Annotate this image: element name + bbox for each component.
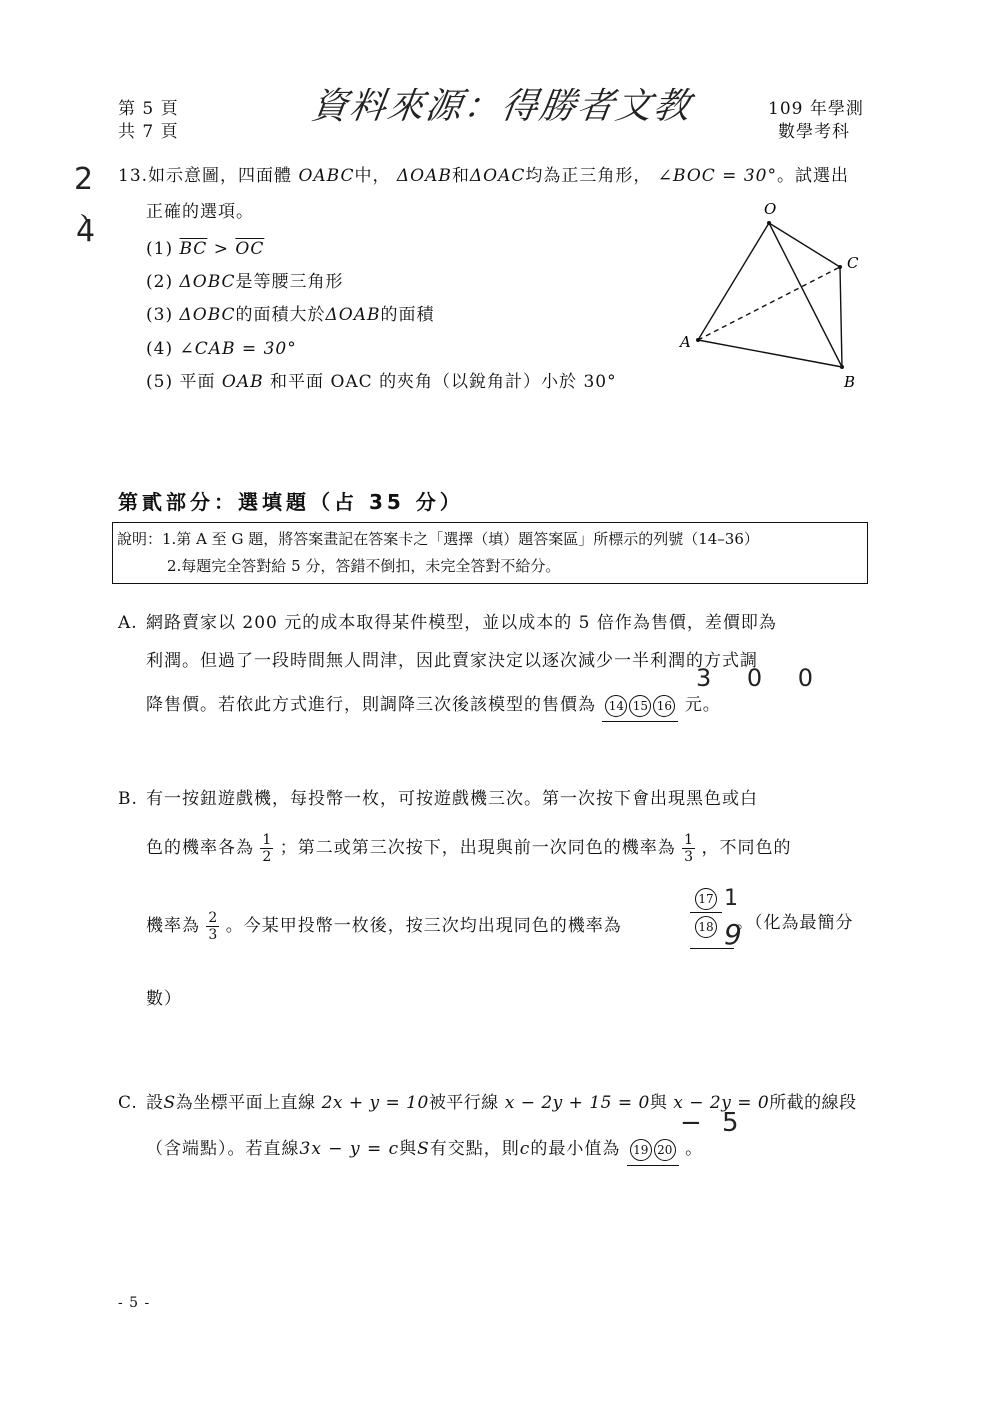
fraction-one-half: $\frac{1}{2}$ bbox=[262, 832, 272, 865]
blank-19: 19 bbox=[630, 1139, 652, 1161]
blank-14: 14 bbox=[605, 695, 627, 717]
q13-option-5: (5) 平面 OAB 和平面 OAC 的夾角（以銳角計）小於 30° bbox=[146, 372, 617, 392]
qB-line-1: 有一按鈕遊戲機，每投幣一枚，可按遊戲機三次。第一次按下會出現黑色或白 bbox=[146, 789, 758, 809]
q13-option-4: (4) ∠CAB = 30° bbox=[146, 339, 297, 359]
edge-ac-hidden bbox=[698, 267, 840, 340]
qA-label: A. bbox=[118, 613, 138, 633]
instruction-line-1: 說明：1.第 A 至 G 題，將答案畫記在答案卡之「選擇（填）題答案區」所標示的列號（14–36） bbox=[117, 530, 759, 548]
vertex-c bbox=[838, 265, 842, 269]
margin-note-comma: 、 bbox=[80, 196, 104, 224]
section-title: 第貳部分：選填題（占 35 分） bbox=[118, 490, 464, 514]
label-a: A bbox=[680, 333, 691, 351]
label-o: O bbox=[764, 200, 777, 218]
blank-16: 16 bbox=[653, 695, 675, 717]
qB-handwritten-denominator: 9 bbox=[724, 918, 742, 951]
edge-cb bbox=[840, 267, 842, 367]
qB-line-3-end: 。（化為最簡分 bbox=[736, 913, 854, 933]
blank-20: 20 bbox=[654, 1139, 676, 1161]
qC-label: C. bbox=[118, 1093, 138, 1113]
qC-answer-blanks bbox=[627, 1138, 679, 1166]
qA-line-2: 利潤。但過了一段時間無人問津，因此賣家決定以逐次減少一半利潤的方式調 bbox=[146, 651, 758, 671]
margin-note-2: 2 bbox=[74, 162, 94, 197]
qA-handwritten-answer: 3 0 0 bbox=[696, 664, 828, 692]
instruction-line-2: 2.每題完全答對給 5 分，答錯不倒扣，未完全答對不給分。 bbox=[167, 557, 561, 575]
exam-name: 109 年學測 bbox=[768, 99, 864, 119]
vertex-a bbox=[696, 338, 700, 342]
tetrahedron-diagram bbox=[670, 195, 880, 395]
fraction-bar bbox=[690, 912, 722, 913]
margin-note-4: 4 bbox=[76, 214, 96, 249]
total-pages: 共 7 頁 bbox=[118, 122, 179, 142]
subject-name: 數學考科 bbox=[778, 122, 850, 142]
page-footer: - 5 - bbox=[118, 1295, 151, 1311]
blank-17: 17 bbox=[695, 888, 717, 910]
qB-handwritten-numerator: 1 bbox=[724, 886, 738, 911]
handwritten-source-note: 資料來源：得勝者文教 bbox=[308, 86, 695, 127]
qC-line-2: （含端點）。若直線3x − y = c與S有交點，則c的最小值為 19 20 。 bbox=[146, 1138, 703, 1166]
qA-line-3: 降售價。若依此方式進行，則調降三次後該模型的售價為 14 15 16 元。 bbox=[146, 694, 721, 722]
q13-option-1: (1) $\overline{BC} > \overline{OC}$ bbox=[146, 239, 265, 259]
blank-18: 18 bbox=[695, 916, 717, 938]
instructions-box bbox=[112, 522, 868, 584]
qC-handwritten-answer: − 5 bbox=[680, 1108, 745, 1138]
fraction-one-third: $\frac{1}{3}$ bbox=[684, 832, 694, 865]
page-number: 第 5 頁 bbox=[118, 99, 179, 119]
fraction-two-thirds: $\frac{2}{3}$ bbox=[208, 910, 218, 943]
qA-line-1: 網路賣家以 200 元的成本取得某件模型，並以成本的 5 倍作為售價，差價即為 bbox=[146, 613, 777, 633]
question-13-stem: 13.如示意圖，四面體 OABC中， ΔOAB和ΔOAC均為正三角形， ∠BOC = 30°。試選出 bbox=[118, 166, 849, 186]
q13-option-3: (3) ΔOBC的面積大於ΔOAB的面積 bbox=[146, 305, 435, 325]
blank-15: 15 bbox=[629, 695, 651, 717]
qA-answer-blanks bbox=[602, 694, 678, 722]
vertex-o bbox=[767, 221, 771, 225]
vertex-b bbox=[840, 365, 844, 369]
qB-label: B. bbox=[118, 789, 138, 809]
edge-ab bbox=[698, 340, 842, 367]
qC-line-1: 設S為坐標平面上直線 2x + y = 10被平行線 x − 2y + 15 = 0與 x − 2y = 0所截的線段 bbox=[146, 1093, 857, 1113]
qB-line-4: 數） bbox=[146, 989, 182, 1009]
qB-line-2: 色的機率各為 $\frac{1}{2}$ ；第二或第三次按下，出現與前一次同色的機率為 $\frac{1}{3}$ ，不同色的 bbox=[146, 832, 792, 865]
q13-option-2: (2) ΔOBC是等腰三角形 bbox=[146, 272, 344, 292]
label-c: C bbox=[847, 254, 859, 272]
edge-ob bbox=[769, 223, 842, 367]
qB-line-3: 機率為 $\frac{2}{3}$ 。今某甲投幣一枚後，按三次均出現同色的機率為 bbox=[146, 910, 622, 943]
question-13-stem-line2: 正確的選項。 bbox=[146, 202, 254, 222]
label-b: B bbox=[844, 373, 856, 391]
